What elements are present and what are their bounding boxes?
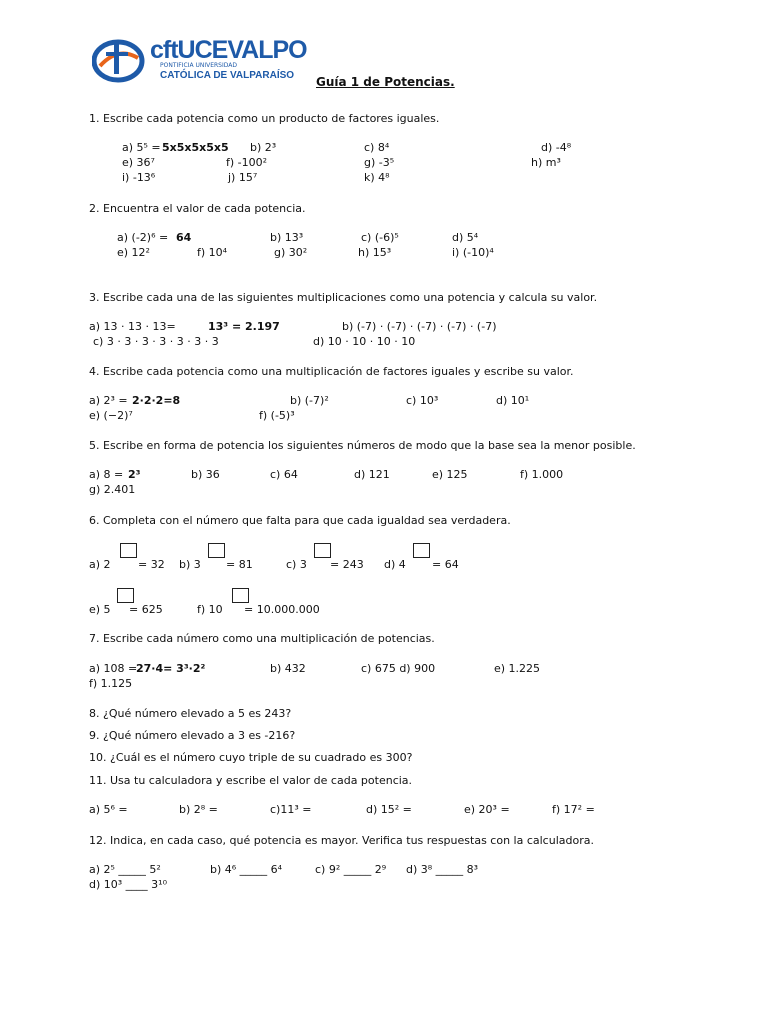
q11-item-a: a) 5⁶ = [89, 803, 128, 816]
q4-heading: 4. Escribe cada potencia como una multiplicación de factores iguales y escribe su valor. [89, 365, 574, 378]
q6-heading: 6. Completa con el número que falta para que cada igualdad sea verdadera. [89, 514, 511, 527]
q7-item-f: f) 1.125 [89, 677, 133, 690]
q12-item-c: c) 9² _____ 2⁹ [315, 863, 387, 876]
q7-heading: 7. Escribe cada número como una multiplicación de potencias. [89, 632, 435, 645]
q4-item-d: d) 10¹ [496, 394, 530, 407]
q5-item-g: g) 2.401 [89, 483, 136, 496]
q6-blank-c[interactable] [314, 543, 331, 558]
q3-item-d: d) 10 · 10 · 10 · 10 [313, 335, 416, 348]
logo-subtitle-2: CATÓLICA DE VALPARAÍSO [160, 70, 295, 81]
q2-item-g: g) 30² [274, 246, 308, 259]
q2-item-d: d) 5⁴ [452, 231, 479, 244]
q1-heading: 1. Escribe cada potencia como un producto de factores iguales. [89, 112, 440, 125]
q5-item-e: e) 125 [432, 468, 468, 481]
q11-heading: 11. Usa tu calculadora y escribe el valor de cada potencia. [89, 774, 413, 787]
q2-answer-a: 64 [176, 231, 192, 244]
q3-answer-a: 13³ = 2.197 [208, 320, 280, 333]
q12-heading: 12. Indica, en cada caso, qué potencia es mayor. Verifica tus respuestas con la calculadora. [89, 834, 594, 847]
q6-item-a-result: = 32 [138, 558, 165, 571]
q12-item-a: a) 2⁵ _____ 5² [89, 863, 161, 876]
q5-item-c: c) 64 [270, 468, 298, 481]
q1-item-d: d) -4⁸ [541, 141, 572, 154]
q1-item-f: f) -100² [226, 156, 268, 169]
q1-item-g: g) -3⁵ [364, 156, 395, 169]
q6-item-c-base: c) 3 [286, 558, 307, 571]
q7-answer-a: 27·4= 3³·2² [136, 662, 206, 675]
q2-heading: 2. Encuentra el valor de cada potencia. [89, 202, 306, 215]
q2-item-c: c) (-6)⁵ [361, 231, 399, 244]
q6-item-d-base: d) 4 [384, 558, 406, 571]
q7-item-c-d: c) 675 d) 900 [361, 662, 436, 675]
q10: 10. ¿Cuál es el número cuyo triple de su cuadrado es 300? [89, 751, 413, 764]
q6-item-d-result: = 64 [432, 558, 459, 571]
q2-item-b: b) 13³ [270, 231, 304, 244]
q11-item-c: c)11³ = [270, 803, 312, 816]
q2-item-e: e) 12² [117, 246, 150, 259]
q3-item-b: b) (-7) · (-7) · (-7) · (-7) · (-7) [342, 320, 497, 333]
q6-item-f-result: = 10.000.000 [244, 603, 320, 616]
q11-item-f: f) 17² = [552, 803, 595, 816]
q1-item-j: j) 15⁷ [228, 171, 258, 184]
q3-item-c: c) 3 · 3 · 3 · 3 · 3 · 3 · 3 [93, 335, 219, 348]
q5-heading: 5. Escribe en forma de potencia los siguientes números de modo que la base sea la menor posible. [89, 439, 636, 452]
q6-blank-b[interactable] [208, 543, 225, 558]
logo-subtitle-1: PONTIFICIA UNIVERSIDAD [160, 62, 237, 69]
q5-item-a: a) 8 = [89, 468, 124, 481]
q1-item-c: c) 8⁴ [364, 141, 390, 154]
q12-item-b: b) 4⁶ _____ 6⁴ [210, 863, 283, 876]
q4-item-b: b) (-7)² [290, 394, 329, 407]
q6-item-a-base: a) 2 [89, 558, 111, 571]
q4-item-a: a) 2³ = [89, 394, 128, 407]
q6-item-b-base: b) 3 [179, 558, 201, 571]
q5-answer-a: 2³ [128, 468, 141, 481]
q2-item-a: a) (-2)⁶ = [117, 231, 169, 244]
q2-item-i: i) (-10)⁴ [452, 246, 494, 259]
q1-item-a: a) 5⁵ = [122, 141, 161, 154]
q6-blank-e[interactable] [117, 588, 134, 603]
q5-item-b: b) 36 [191, 468, 220, 481]
q9: 9. ¿Qué número elevado a 3 es -216? [89, 729, 296, 742]
q11-item-d: d) 15² = [366, 803, 412, 816]
q4-item-f: f) (-5)³ [259, 409, 295, 422]
q11-item-e: e) 20³ = [464, 803, 510, 816]
q6-blank-f[interactable] [232, 588, 249, 603]
q7-item-b: b) 432 [270, 662, 306, 675]
q11-item-b: b) 2⁸ = [179, 803, 218, 816]
q6-blank-d[interactable] [413, 543, 430, 558]
q12-item-d: d) 3⁸ _____ 8³ [406, 863, 479, 876]
q1-item-b: b) 2³ [250, 141, 277, 154]
q4-item-c: c) 10³ [406, 394, 439, 407]
q1-item-h: h) m³ [531, 156, 561, 169]
q3-heading: 3. Escribe cada una de las siguientes multiplicaciones como una potencia y calcula su valor. [89, 291, 598, 304]
q2-item-f: f) 10⁴ [197, 246, 228, 259]
q1-item-k: k) 4⁸ [364, 171, 390, 184]
q1-answer-a: 5x5x5x5x5 [162, 141, 229, 154]
q4-item-e: e) (−2)⁷ [89, 409, 133, 422]
q7-item-a: a) 108 = [89, 662, 138, 675]
q3-item-a: a) 13 · 13 · 13= [89, 320, 176, 333]
q1-item-e: e) 36⁷ [122, 156, 155, 169]
q8: 8. ¿Qué número elevado a 5 es 243? [89, 707, 292, 720]
page-title: Guía 1 de Potencias. [316, 75, 455, 89]
q6-item-e-base: e) 5 [89, 603, 111, 616]
q7-item-e: e) 1.225 [494, 662, 541, 675]
q12-item-d2: d) 10³ ____ 3¹⁰ [89, 878, 167, 891]
q6-item-f-base: f) 10 [197, 603, 223, 616]
q2-item-h: h) 15³ [358, 246, 392, 259]
logo-wordmark: cftUCEVALPO [150, 36, 307, 64]
q5-item-f: f) 1.000 [520, 468, 564, 481]
q5-item-d: d) 121 [354, 468, 390, 481]
q6-blank-a[interactable] [120, 543, 137, 558]
q1-item-i: i) -13⁶ [122, 171, 156, 184]
q4-answer-a: 2·2·2=8 [132, 394, 181, 407]
q6-item-c-result: = 243 [330, 558, 364, 571]
q6-item-e-result: = 625 [129, 603, 163, 616]
q6-item-b-result: = 81 [226, 558, 253, 571]
